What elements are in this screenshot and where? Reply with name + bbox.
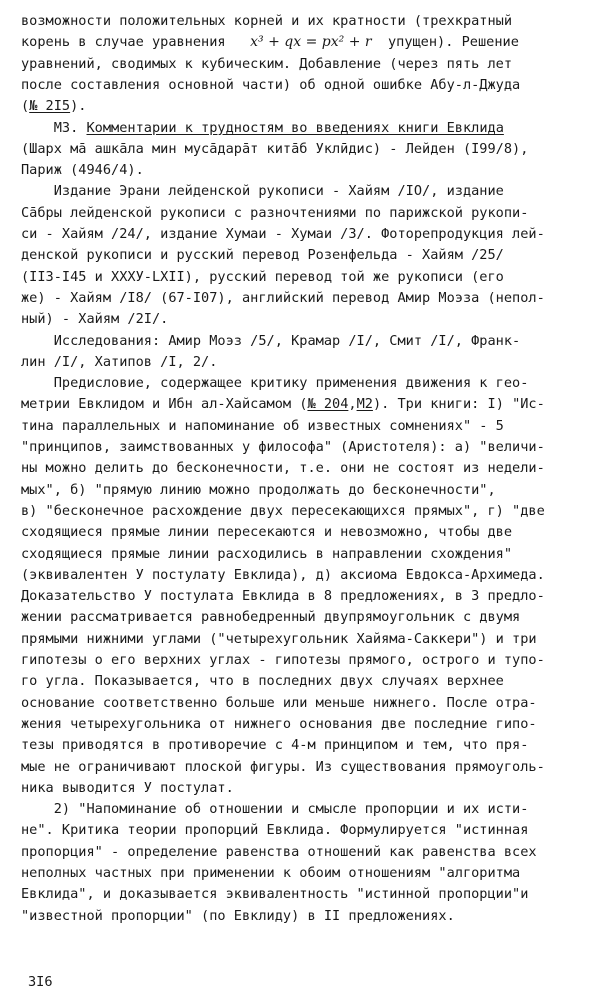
text-segment: сходящиеся прямые линии расходились в направлении схождения" [21, 545, 513, 562]
text-line [21, 778, 599, 798]
text-line [21, 181, 599, 201]
text-line [21, 96, 599, 116]
text-segment: "принципов, заимствованных у философа" (Аристотеля): а) "величи- [21, 439, 545, 455]
text-segment: Исследования: Амир Моэз /5/, Крамар /I/, Смит /I/, Франк- [21, 332, 521, 349]
text-line [21, 32, 599, 52]
text-line [21, 544, 599, 564]
text-line [21, 373, 599, 393]
text-line [21, 820, 599, 840]
text-line [21, 11, 599, 31]
text-segment: упущен). Решение [371, 34, 519, 51]
text-segment: прямыми нижними углами ("четырехугольник Хайяма-Саккери") и три [21, 630, 537, 647]
page-number: 3I6 [28, 974, 53, 990]
text-line [21, 309, 599, 329]
text-segment: жения четырехугольника от нижнего основания две последние гипо- [21, 715, 537, 732]
text-segment: денской рукописи и русский перевод Розенфельда - Хайям /25/ [21, 247, 504, 264]
text-line [21, 501, 599, 521]
text-segment: Са̄бры лейденской рукописи с разночтениями по парижской рукопи- [21, 204, 529, 221]
text-segment: ). [70, 98, 87, 115]
text-line [21, 735, 599, 755]
equation: x³ + qx = px² + r [250, 34, 372, 51]
text-line [21, 224, 599, 244]
text-line [21, 394, 599, 414]
text-line [21, 586, 599, 606]
text-segment: метрии Евклидом и Ибн ал-Хайсамом ( [21, 396, 308, 413]
text-line [21, 757, 599, 777]
text-line [21, 203, 599, 223]
text-segment: Предисловие, содержащее критику применения движения к гео- [21, 375, 529, 392]
text-segment: Издание Эрани лейденской рукописи - Хайям /IO/, издание [21, 183, 504, 200]
text-segment: мых", б) "прямую линию можно продолжать до бесконечности", [21, 481, 496, 498]
text-segment: лин /I/, Хатипов /I, 2/. [21, 353, 218, 370]
text-segment: же) - Хайям /I8/ (67-I07), английский перевод Амир Моэза (непол- [21, 289, 545, 306]
text-segment: неполных частных при применении к обоим отношениям "алгоритма [21, 865, 521, 881]
text-segment: (II3-I45 и XXXУ-LXII), русский перевод той же рукописи (его [21, 268, 504, 285]
text-line [21, 288, 599, 308]
text-segment: го угла. Показывается, что в последних двух случаях верхнее [21, 673, 504, 690]
text-segment: ). Три книги: I) "Ис- [372, 396, 545, 413]
text-line [21, 352, 599, 372]
text-segment: (эквивалентен У постулату Евклида), д) аксиома Евдокса-Архимеда. [21, 566, 545, 583]
text-segment: мые не ограничивают плоской фигуры. Из существования прямоуголь- [21, 758, 545, 775]
underlined-text: Комментарии к трудностям во введениях книги Евклида [86, 119, 504, 136]
text-line [21, 799, 599, 819]
text-line [21, 54, 599, 74]
text-line [21, 629, 599, 649]
text-segment: ный) - Хайям /2I/. [21, 311, 169, 328]
text-line [21, 160, 599, 180]
text-segment: после составления основной части) об одной ошибке Абу-л-Джуда [21, 76, 521, 93]
text-line [21, 565, 599, 585]
text-segment: ( [21, 98, 30, 115]
text-line [21, 480, 599, 500]
text-line [21, 139, 599, 159]
text-line [21, 267, 599, 287]
text-segment: си - Хайям /24/, издание Хумаи - Хумаи /3/. Фоторепродукция лей- [21, 226, 545, 242]
text-segment: уравнений, сводимых к кубическим. Добавление (через пять лет [21, 55, 513, 72]
text-line [21, 906, 599, 926]
text-segment: не". Критика теории пропорций Евклида. Формулируется "истинная [21, 822, 529, 839]
text-line [21, 522, 599, 542]
text-line [21, 416, 599, 436]
text-line [21, 331, 599, 351]
text-segment: пропорция" - определение равенства отношений как равенства всех [21, 843, 537, 860]
text-line [21, 458, 599, 478]
text-segment: (Шарх ма̄ ашка̄ла мин муса̄дара̄т кита̄б Уклӣдис) - Лейден (I99/8), [21, 140, 529, 157]
underlined-text: № 204 [307, 396, 349, 413]
underlined-text: № 2I5 [29, 98, 71, 115]
text-line [21, 75, 599, 95]
text-segment: "известной пропорции" (по Евклиду) в II предложениях. [21, 907, 455, 924]
text-segment: сходящиеся прямые линии пересекаются и невозможно, чтобы две [21, 524, 513, 541]
text-segment: Доказательство У постулата Евклида в 8 предложениях, в 3 предло- [21, 588, 545, 605]
text-segment: гипотезы о его верхних углах - гипотезы прямого, острого и тупо- [21, 652, 545, 668]
text-line [21, 863, 599, 883]
underlined-text: М2 [356, 396, 373, 413]
text-segment: ника выводится У постулат. [21, 779, 234, 796]
text-segment: МЗ. [21, 119, 87, 136]
text-line [21, 693, 599, 713]
text-line [21, 650, 599, 670]
text-segment: возможности положительных корней и их кратности (трехкратный [21, 13, 513, 29]
text-line [21, 118, 599, 138]
text-line [21, 671, 599, 691]
text-segment: Париж (4946/4). [21, 162, 144, 179]
text-line [21, 437, 599, 457]
text-line [21, 607, 599, 627]
text-segment: тина параллельных и напоминание об известных сомнениях" - 5 [21, 417, 504, 434]
text-segment: ны можно делить до бесконечности, т.е. они не состоят из недели- [21, 460, 545, 477]
text-line [21, 714, 599, 734]
text-line [21, 884, 599, 904]
text-segment: корень в случае уравнения [21, 34, 251, 51]
text-line [21, 245, 599, 265]
text-segment: Евклида", и доказывается эквивалентность "истинной пропорции"и [21, 886, 529, 903]
text-segment: 2) "Напоминание об отношении и смысле пропорции и их исти- [21, 801, 529, 818]
text-segment: жении рассматривается равнобедренный двупрямоугольник с двумя [21, 609, 521, 626]
text-line [21, 842, 599, 862]
text-segment: , [348, 396, 357, 413]
text-segment: тезы приводятся в противоречие с 4-м принципом и тем, что пря- [21, 737, 529, 754]
text-segment: основание соответственно больше или меньше нижнего. После отра- [21, 694, 537, 711]
text-segment: в) "бесконечное расхождение двух пересекающихся прямых", г) "две [21, 502, 545, 519]
